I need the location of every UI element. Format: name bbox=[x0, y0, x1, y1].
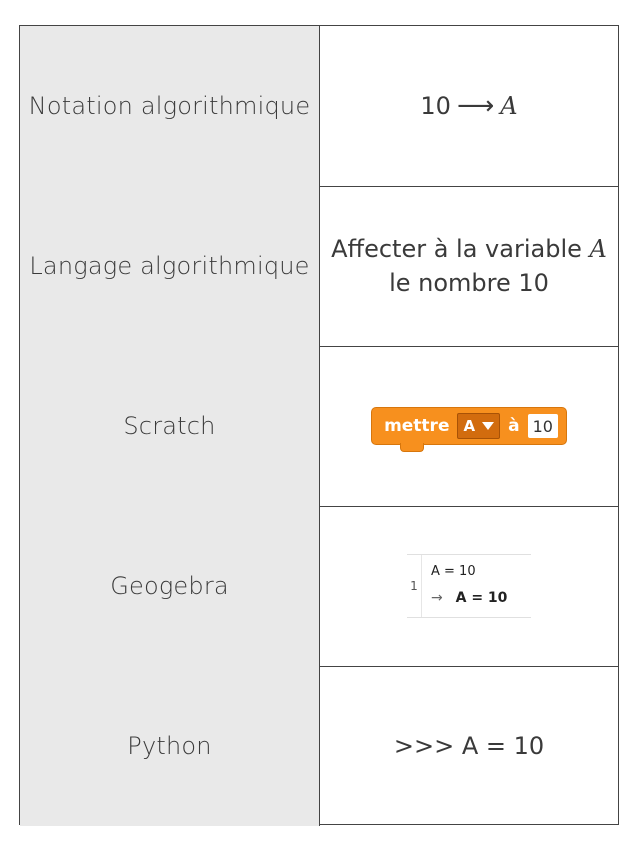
row-label: Notation algorithmique bbox=[20, 26, 320, 186]
value-line-1 bbox=[331, 232, 607, 266]
value-variable: A bbox=[589, 235, 607, 263]
arrow-icon: → bbox=[431, 590, 443, 606]
row-label: Geogebra bbox=[20, 506, 320, 666]
scratch-value-field: 10 bbox=[528, 414, 558, 438]
geogebra-output bbox=[431, 590, 507, 606]
value-number: 10 bbox=[420, 92, 451, 120]
scratch-to-word: à bbox=[508, 416, 520, 436]
row-value bbox=[320, 666, 618, 826]
python-code: >>> A = 10 bbox=[393, 732, 545, 760]
table-row bbox=[20, 186, 618, 346]
table-row bbox=[20, 346, 618, 506]
scratch-variable-name: A bbox=[463, 417, 476, 435]
table-row bbox=[20, 506, 618, 666]
geogebra-algebra-entry bbox=[407, 554, 531, 618]
table-row bbox=[20, 26, 618, 186]
geogebra-result: A = 10 bbox=[455, 590, 508, 606]
row-value bbox=[320, 26, 618, 186]
row-value bbox=[320, 346, 618, 506]
row-value bbox=[320, 506, 618, 666]
scratch-keyword: mettre bbox=[384, 416, 450, 436]
value-variable: A bbox=[500, 92, 518, 120]
row-label: Python bbox=[20, 666, 320, 826]
scratch-set-variable-block bbox=[371, 407, 567, 445]
dropdown-arrow-icon bbox=[482, 422, 494, 430]
geogebra-input: A = 10 bbox=[431, 564, 476, 579]
row-label: Langage algorithmique bbox=[20, 186, 320, 346]
table-row bbox=[20, 666, 618, 826]
comparison-table bbox=[19, 25, 619, 825]
value-line-2: le nombre 10 bbox=[389, 269, 549, 297]
scratch-variable-dropdown bbox=[457, 413, 500, 439]
geogebra-line-number: 1 bbox=[407, 555, 422, 617]
row-label: Scratch bbox=[20, 346, 320, 506]
row-value bbox=[320, 186, 618, 346]
long-arrow-icon: ⟶ bbox=[456, 91, 495, 121]
value-text: Affecter à la variable bbox=[331, 235, 582, 263]
